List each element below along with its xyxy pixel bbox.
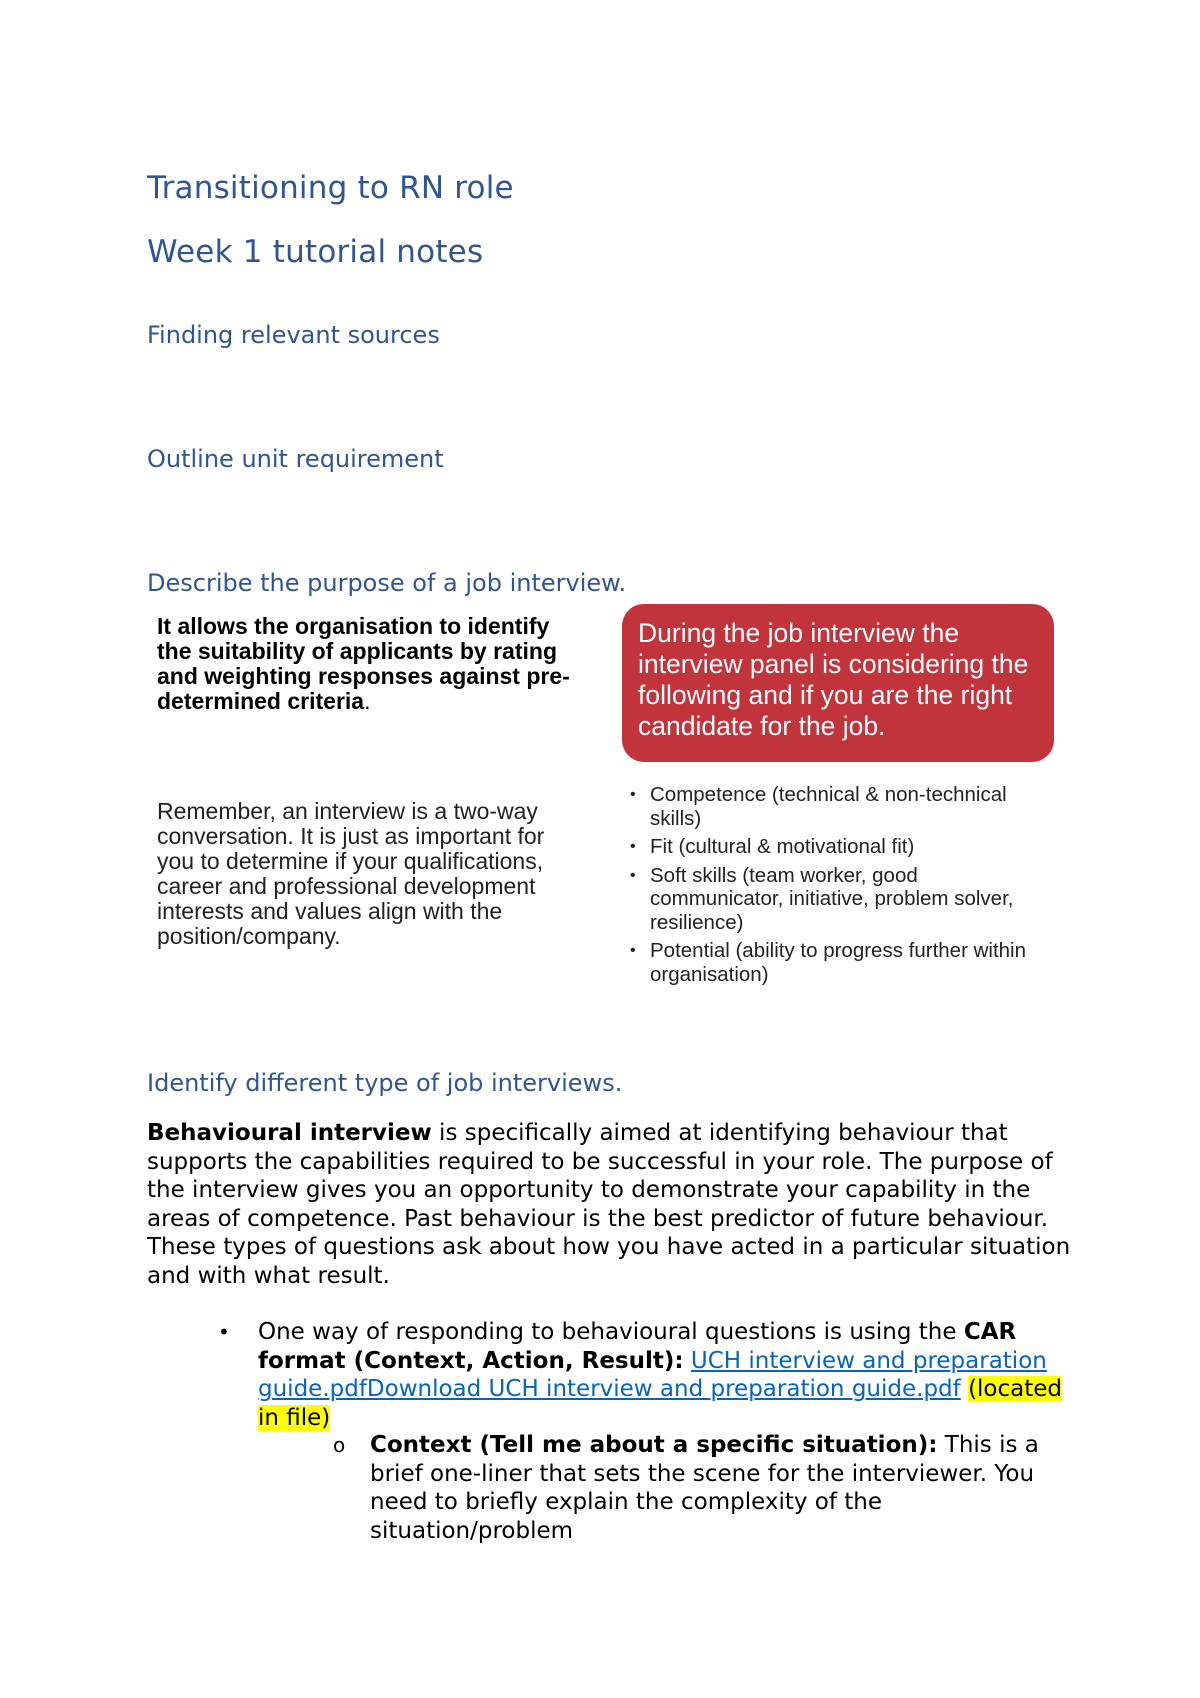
list-item: • Soft skills (team worker, good communicator, initiative, problem solver, resilience) <box>630 863 1014 934</box>
context-item: Context (Tell me about a specific situation): This is a brief one-liner that sets the scene for the interviewer. You need to briefly explain the complexity of the situation/problem <box>370 1432 1039 1544</box>
list-item: • Competence (technical & non-technical skills) <box>630 783 1007 830</box>
bullet-marker: • <box>218 1320 230 1344</box>
heading-interview-types: Identify different type of job interviews. <box>147 1069 623 1097</box>
uch-guide-link[interactable]: UCH interview and preparation guide.pdfDownload UCH interview and preparation guide.pdf <box>258 1347 1047 1402</box>
heading-finding-sources: Finding relevant sources <box>147 321 440 349</box>
sub-bullet-marker: o <box>333 1433 346 1457</box>
heading-outline-unit: Outline unit requirement <box>147 445 444 473</box>
interview-panel-callout: During the job interview the interview panel is considering the following and if you are the right candidate for the job. <box>622 604 1054 762</box>
list-item: • Potential (ability to progress further within organisation) <box>630 939 1027 986</box>
heading-purpose: Describe the purpose of a job interview. <box>147 569 627 597</box>
criteria-list <box>628 783 1048 991</box>
behavioural-paragraph: Behavioural interview is specifically aimed at identifying behaviour that supports the capabilities required to be successful in your role. The purpose of the interview gives you an opportunity to demonstrate your capability in the areas of competence. Past behaviour is the best predictor of future behaviour. These types of questions ask about how you have acted in a particular situation and with what result. <box>147 1120 1071 1289</box>
list-item: • Fit (cultural & motivational fit) <box>630 835 915 858</box>
highlighted-note: (located in file) <box>258 1376 1063 1431</box>
document-title: Transitioning to RN role <box>147 170 514 206</box>
car-format-item: One way of responding to behavioural questions is using the CAR format (Context, Action, Result): UCH interview and preparation guide.pdfDownload UCH interview and preparation guide.pdf (located in file) <box>258 1319 1063 1431</box>
two-way-note: Remember, an interview is a two-way conversation. It is just as important for you to determine if your qualifications, career and professional development interests and values align with the position/company. <box>157 798 545 949</box>
behavioural-term: Behavioural interview <box>147 1120 432 1146</box>
purpose-statement: It allows the organisation to identify the suitability of applicants by rating and weighting responses against pre-determined criteria. <box>157 613 570 714</box>
document-subtitle: Week 1 tutorial notes <box>147 234 484 270</box>
